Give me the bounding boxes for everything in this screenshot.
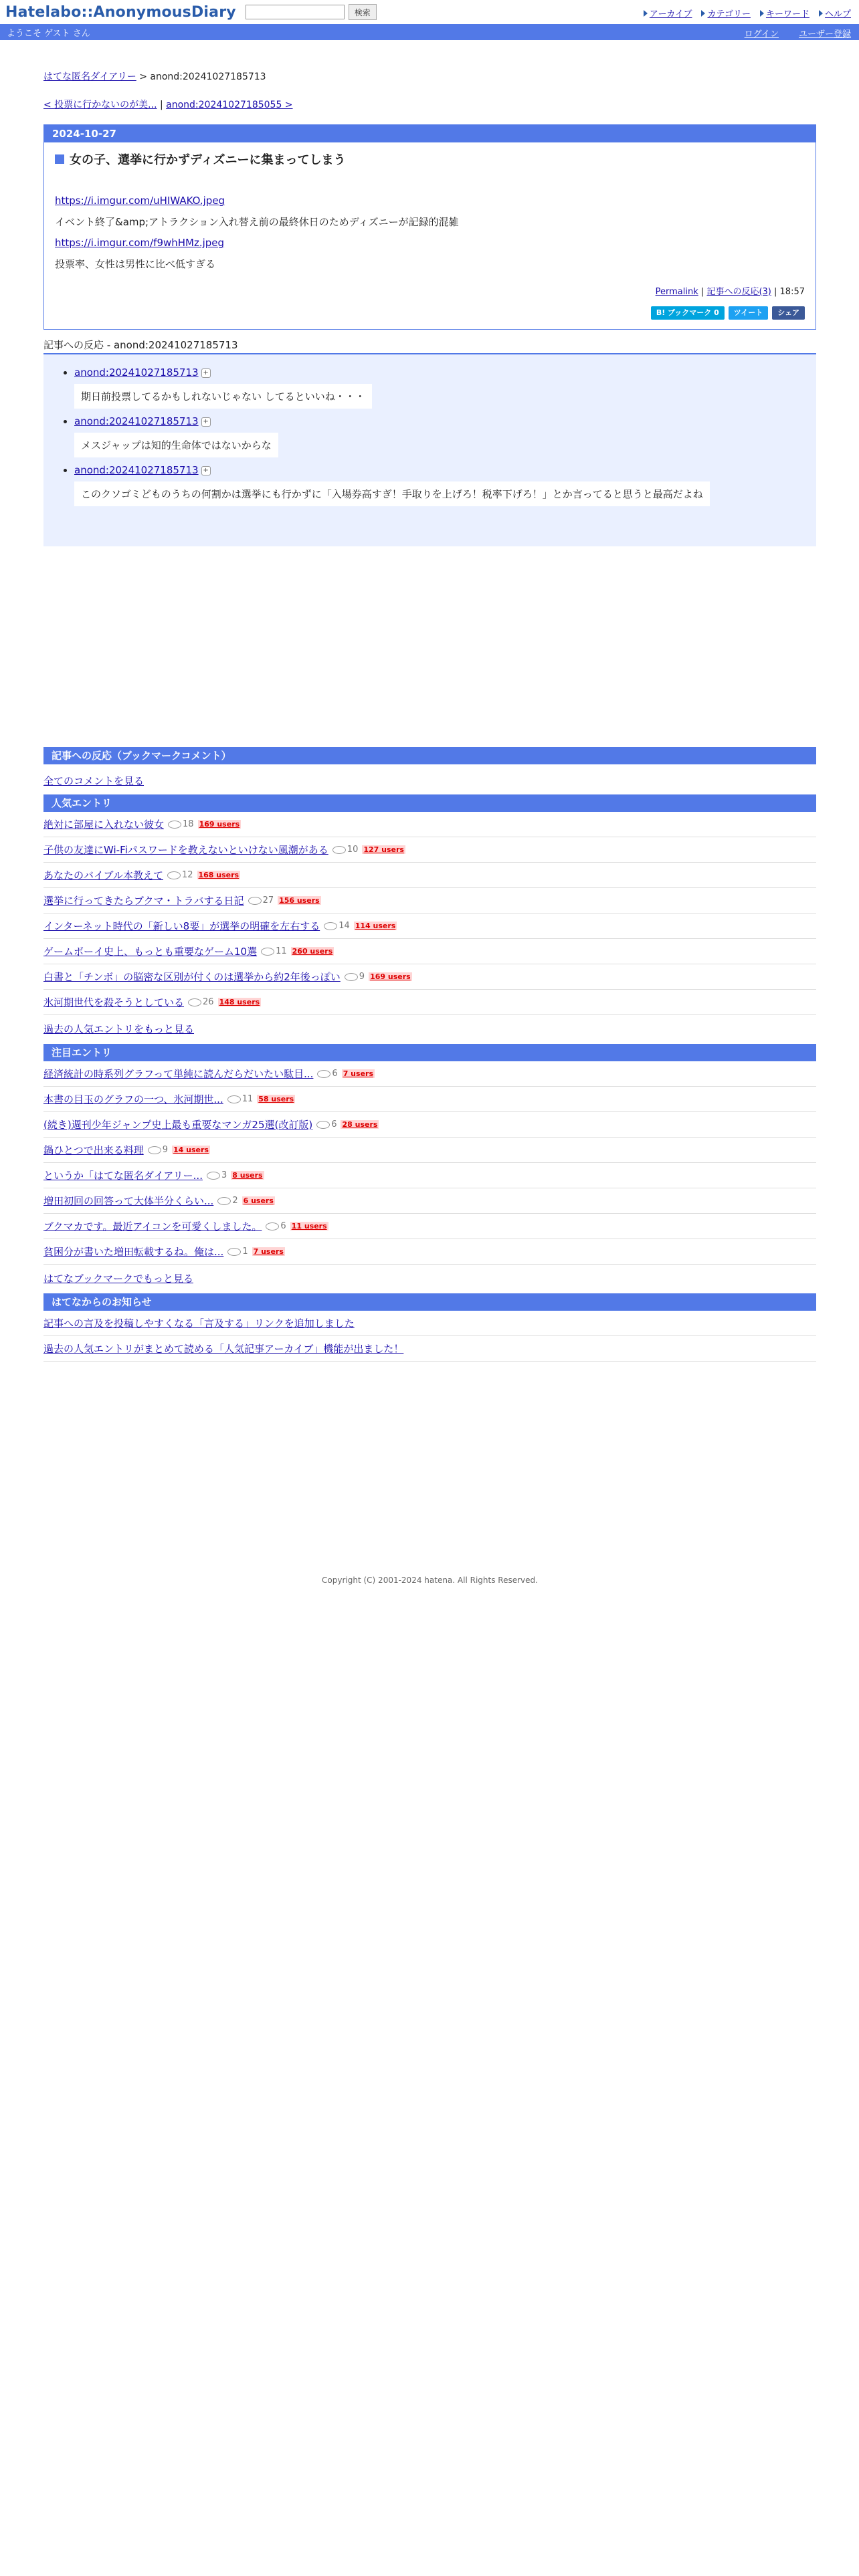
comment-count[interactable] xyxy=(167,870,193,880)
comment-icon xyxy=(148,1146,161,1154)
entry-title-link[interactable]: 増田初回の回答って大体半分くらい... xyxy=(43,1195,214,1207)
tweet-button[interactable]: ツイート xyxy=(729,306,768,320)
image-link-2[interactable]: https://i.imgur.com/f9whHMz.jpeg xyxy=(55,237,225,249)
comment-count[interactable] xyxy=(188,997,214,1007)
users-badge[interactable]: 11 users xyxy=(291,1222,327,1230)
reactions-list xyxy=(43,354,816,546)
comment-count-value: 2 xyxy=(232,1196,238,1206)
entry-row xyxy=(43,1138,816,1163)
comment-icon xyxy=(217,1197,231,1205)
entry-row xyxy=(43,863,816,888)
entry-title-link[interactable]: 絶対に部屋に入れない彼女 xyxy=(43,819,165,831)
notice-item xyxy=(43,1311,816,1336)
entry-row xyxy=(43,1061,816,1087)
entry-row xyxy=(43,1087,816,1112)
permalink[interactable]: Permalink xyxy=(655,287,698,297)
entry-title-link[interactable]: (続き)週刊少年ジャンプ史上最も重要なマンガ25選(改訂版) xyxy=(43,1119,313,1131)
share-buttons xyxy=(55,306,805,320)
entry-box xyxy=(43,124,816,330)
help-link-wrap xyxy=(819,7,851,19)
reaction-item xyxy=(74,464,803,506)
comment-icon xyxy=(207,1172,220,1180)
entry-row xyxy=(43,1112,816,1138)
entry-title-link[interactable]: あなたのバイブル本教えて xyxy=(43,869,163,881)
breadcrumb-current: anond:20241027185713 xyxy=(150,72,266,82)
top-header xyxy=(0,0,859,24)
reaction-link[interactable]: anond:20241027185713 xyxy=(74,415,199,427)
users-badge[interactable]: 6 users xyxy=(243,1196,274,1205)
comment-count-value: 6 xyxy=(331,1119,337,1130)
featured-entries-list xyxy=(43,1061,816,1265)
entry-time: 18:57 xyxy=(779,287,805,297)
breadcrumb-home[interactable]: はてな匿名ダイアリー xyxy=(43,72,136,82)
comment-icon xyxy=(248,897,262,905)
search-input[interactable] xyxy=(246,5,345,19)
entry-title-link[interactable]: 白書と「チンボ」の脳密な区別が付くのは選挙から約2年後っぽい xyxy=(43,971,341,983)
more-popular-link[interactable]: 過去の人気エントリをもっと見る xyxy=(43,1023,195,1035)
keyword-link[interactable]: キーワード xyxy=(765,9,809,19)
entry-row xyxy=(43,914,816,939)
comment-count[interactable] xyxy=(266,1221,286,1231)
expand-icon[interactable]: + xyxy=(201,368,211,378)
comment-count-value: 12 xyxy=(181,870,193,880)
reaction-link[interactable]: anond:20241027185713 xyxy=(74,366,199,379)
entry-title-link[interactable]: 氷河期世代を殺そうとしている xyxy=(43,996,185,1008)
register-link[interactable]: ユーザー登録 xyxy=(798,29,851,39)
user-bar xyxy=(0,24,859,40)
entry-row xyxy=(43,964,816,990)
comment-count-value: 26 xyxy=(203,997,214,1007)
comment-icon xyxy=(188,998,201,1006)
comment-count-value: 14 xyxy=(339,921,350,931)
comment-count-value: 11 xyxy=(242,1094,254,1104)
entry-title-link[interactable]: 本書の目玉のグラフの一つ、氷河期世... xyxy=(43,1093,223,1105)
triangle-icon xyxy=(644,10,648,17)
popular-entries-list xyxy=(43,812,816,1015)
reactions-title: 記事への反応 - anond:20241027185713 xyxy=(43,338,816,354)
comment-icon xyxy=(316,1121,330,1129)
comment-icon xyxy=(266,1222,279,1230)
entry-title-link[interactable]: インターネット時代の「新しい8要」が選挙の明確を左右する xyxy=(43,920,320,932)
comment-count-value: 27 xyxy=(262,895,274,905)
reaction-link[interactable]: anond:20241027185713 xyxy=(74,464,199,476)
category-link-wrap xyxy=(701,7,750,19)
comment-icon xyxy=(167,871,181,879)
notices-header: はてなからのお知らせ xyxy=(43,1293,816,1311)
entry-row xyxy=(43,1239,816,1265)
help-link[interactable]: ヘルプ xyxy=(824,9,851,19)
facebook-share-button[interactable]: シェア xyxy=(772,306,805,320)
popular-entries-header: 人気エントリ xyxy=(43,794,816,812)
square-icon[interactable] xyxy=(55,154,64,164)
users-badge[interactable]: 169 users xyxy=(199,820,240,829)
comment-count-value: 6 xyxy=(332,1069,338,1079)
comment-count[interactable] xyxy=(227,1094,254,1104)
comment-count[interactable] xyxy=(168,819,194,829)
archive-link-wrap xyxy=(644,7,692,19)
entry-row xyxy=(43,939,816,964)
reaction-text: このクソゴミどものうちの何割かは選挙にも行かずに「入場券高すぎ！手取りを上げろ！税率下げろ！」とか言ってると思うと最高だよね xyxy=(74,481,710,506)
reactions-link[interactable]: 記事への反応(3) xyxy=(706,287,771,297)
users-badge[interactable]: 114 users xyxy=(355,922,396,930)
more-featured-link[interactable]: はてなブックマークでもっと見る xyxy=(43,1273,193,1285)
entry-title-link[interactable]: 子供の友達にWi-Fiパスワードを教えないといけない風潮がある xyxy=(43,844,328,856)
reaction-item xyxy=(74,415,803,457)
copyright: Copyright (C) 2001-2024 hatena. All Rights Reserved. xyxy=(322,1576,538,1585)
notice-link[interactable]: 記事への言及を投稿しやすくなる「言及する」リンクを追加しました xyxy=(43,1317,355,1329)
entry-row xyxy=(43,990,816,1015)
search-button[interactable]: 検索 xyxy=(349,4,377,20)
login-link[interactable]: ログイン xyxy=(744,29,779,39)
comment-count[interactable] xyxy=(332,845,359,855)
comment-icon xyxy=(261,948,274,956)
comment-count[interactable] xyxy=(148,1145,168,1155)
category-link[interactable]: カテゴリー xyxy=(707,9,751,19)
users-badge[interactable]: 169 users xyxy=(370,972,411,981)
entry-title-link[interactable]: 貧困分が書いた増田転載するね。俺は... xyxy=(43,1246,224,1258)
comment-count-value: 18 xyxy=(183,819,194,829)
entry-body xyxy=(44,142,816,329)
triangle-icon xyxy=(819,10,823,17)
site-logo[interactable]: Hatelabo::AnonymousDiary xyxy=(5,3,236,21)
users-badge[interactable]: 28 users xyxy=(342,1120,378,1129)
comment-icon xyxy=(317,1070,330,1078)
entry-text-1: イベント終了&amp;アトラクション入れ替え前の最終休日のためディズニーが記録的混雑 xyxy=(55,216,459,228)
comment-count[interactable] xyxy=(317,1069,337,1079)
users-badge[interactable]: 58 users xyxy=(258,1095,294,1103)
entry-date: 2024-10-27 xyxy=(44,125,816,142)
comment-count-value: 9 xyxy=(359,972,365,982)
comment-count[interactable] xyxy=(345,972,365,982)
users-badge[interactable]: 168 users xyxy=(198,871,240,879)
keyword-link-wrap xyxy=(760,7,809,19)
comment-count-value: 1 xyxy=(242,1247,248,1257)
next-entry-link[interactable]: anond:20241027185055 > xyxy=(166,100,293,110)
comment-count[interactable] xyxy=(207,1170,227,1180)
users-badge[interactable]: 127 users xyxy=(363,845,404,854)
all-comments-link[interactable]: 全てのコメントを見る xyxy=(43,775,145,787)
entry-row xyxy=(43,837,816,863)
featured-entries-header: 注目エントリ xyxy=(43,1044,816,1061)
comment-count-value: 11 xyxy=(276,946,287,956)
comment-count-value: 10 xyxy=(347,845,359,855)
entry-title-link[interactable]: 選挙に行ってきたらブクマ・トラバする日記 xyxy=(43,895,244,907)
entry-title-link[interactable]: 鍋ひとつで出来る料理 xyxy=(43,1144,144,1156)
prev-entry-link[interactable]: < 投票に行かないのが美... xyxy=(43,100,157,110)
comment-icon xyxy=(227,1248,241,1256)
users-badge[interactable]: 260 users xyxy=(292,947,333,956)
comment-count[interactable] xyxy=(261,946,287,956)
entry-title-link[interactable]: というか「はてな匿名ダイアリー... xyxy=(43,1170,203,1182)
entry-title-link[interactable]: ブクマカです。最近アイコンを可愛くしました。 xyxy=(43,1220,262,1232)
users-badge[interactable]: 7 users xyxy=(253,1247,284,1256)
users-badge[interactable]: 7 users xyxy=(343,1069,373,1078)
footer-sep: | xyxy=(774,287,777,297)
comment-count-value: 9 xyxy=(162,1145,168,1155)
image-link-1[interactable]: https://i.imgur.com/uHIWAKO.jpeg xyxy=(55,195,225,207)
breadcrumb-sep: > xyxy=(139,72,147,82)
comment-icon xyxy=(345,973,358,981)
triangle-icon xyxy=(760,10,764,17)
breadcrumb xyxy=(43,70,816,83)
comment-icon xyxy=(168,821,181,829)
entry-text-2: 投票率、女性は男性に比べ低すぎる xyxy=(55,258,216,270)
triangle-icon xyxy=(701,10,705,17)
bookmark-comments-header: 記事への反応（ブックマークコメント） xyxy=(43,747,816,764)
reaction-item xyxy=(74,366,803,409)
expand-icon[interactable]: + xyxy=(201,417,211,427)
footer-sep: | xyxy=(700,287,704,297)
comment-count[interactable] xyxy=(324,921,350,931)
entry-row xyxy=(43,812,816,837)
comment-count[interactable] xyxy=(217,1196,237,1206)
comment-count[interactable] xyxy=(227,1247,248,1257)
comment-count-value: 3 xyxy=(221,1170,227,1180)
comment-count[interactable] xyxy=(316,1119,337,1130)
comment-count[interactable] xyxy=(248,895,274,905)
hatena-bookmark-button[interactable]: B! ブックマーク 0 xyxy=(651,306,725,320)
entry-nav xyxy=(43,98,816,111)
entry-row xyxy=(43,1188,816,1214)
comment-icon xyxy=(332,846,346,854)
entry-row xyxy=(43,888,816,914)
ad-space xyxy=(43,546,816,747)
archive-link[interactable]: アーカイブ xyxy=(649,9,692,19)
comment-icon xyxy=(227,1095,241,1103)
entry-title-link[interactable]: 経済統計の時系列グラフって単純に読んだらだいたい駄目... xyxy=(43,1068,314,1080)
comment-icon xyxy=(324,922,337,930)
entry-row xyxy=(43,1214,816,1239)
entry-row xyxy=(43,1163,816,1188)
notice-item xyxy=(43,1336,816,1362)
nav-sep: | xyxy=(159,100,163,110)
entry-title-row xyxy=(55,150,805,168)
comment-count-value: 6 xyxy=(280,1221,286,1231)
users-badge[interactable]: 14 users xyxy=(173,1146,209,1154)
entry-title: 女の子、選挙に行かずディズニーに集まってしまう xyxy=(70,153,346,167)
reaction-text: メスジャップは知的生命体ではないからな xyxy=(74,433,278,457)
entry-footer xyxy=(55,284,805,297)
top-links xyxy=(644,7,851,19)
reaction-text: 期日前投票してるかもしれないじゃない してるといいね・・・ xyxy=(74,384,372,409)
users-badge[interactable]: 148 users xyxy=(219,998,260,1006)
welcome-text: ようこそ ゲスト さん xyxy=(7,28,90,39)
users-badge[interactable]: 8 users xyxy=(232,1171,263,1180)
user-links xyxy=(745,27,851,39)
expand-icon[interactable]: + xyxy=(201,466,211,475)
entry-title-link[interactable]: ゲームボーイ史上、もっとも重要なゲーム10選 xyxy=(43,946,258,958)
main-content xyxy=(43,70,816,1585)
notice-link[interactable]: 過去の人気エントリがまとめて読める「人気記事アーカイブ」機能が出ました！ xyxy=(43,1343,404,1355)
users-badge[interactable]: 156 users xyxy=(279,896,320,905)
